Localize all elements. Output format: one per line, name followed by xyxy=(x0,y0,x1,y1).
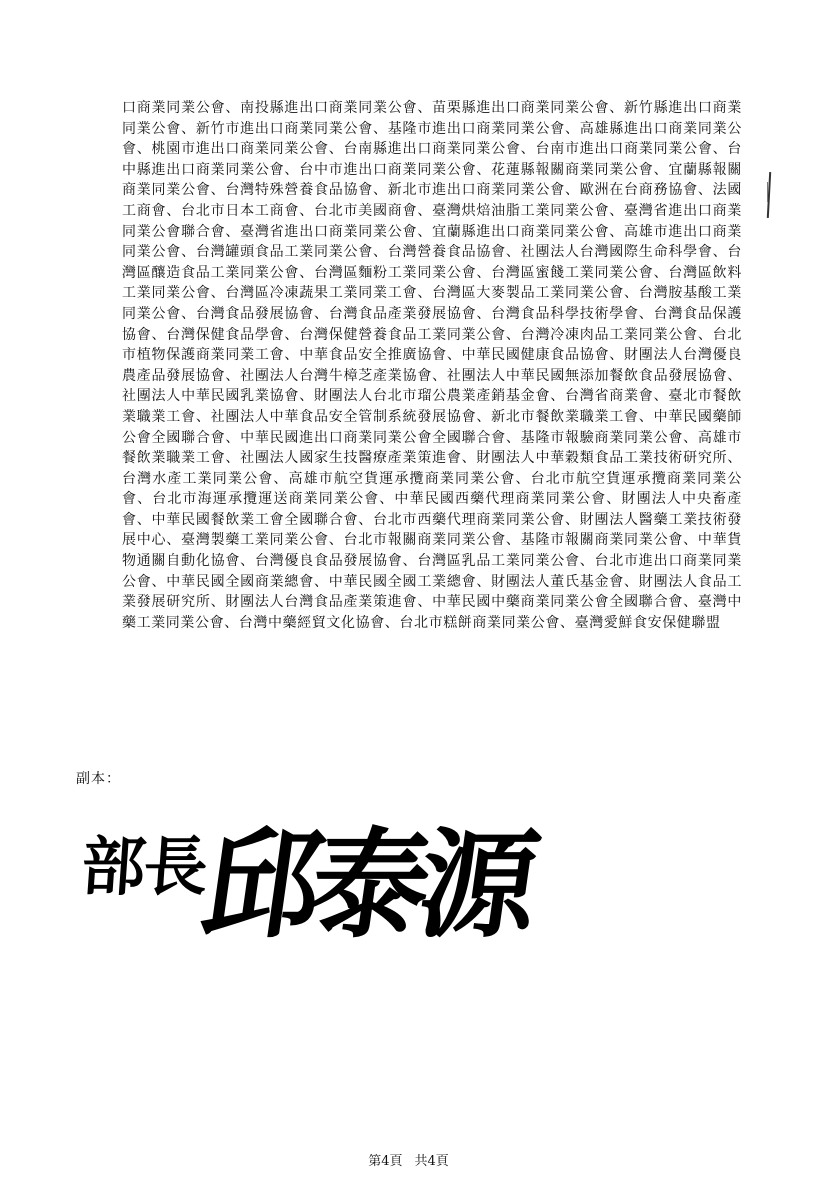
signature-name: 邱泰源 xyxy=(193,815,538,954)
cc-label: 副本： xyxy=(76,771,121,787)
page-number: 第4頁 xyxy=(368,1154,403,1169)
scan-artifact-2 xyxy=(767,182,768,202)
recipients-list: 口商業同業公會、南投縣進出口商業同業公會、苗栗縣進出口商業同業公會、新竹縣進出口商業同業公會、新竹市進出口商業同業公會、基隆市進出口商業同業公會、高雄縣進出口商業同業公會、桃園市進出口商業同業公會、台南縣進出口商業同業公會、台南市進出口商業同業公會、台中縣進出口商業同業公會、台中市進出口商業同業公會、花蓮縣報關商業同業公會、宜蘭縣報關商業同業公會、台灣特殊營養食品協會、新北市進出口商業同業公會、歐洲在台商務協會、法國工商會、台北市日本工商會、台北市美國商會、臺灣烘焙油脂工業同業公會、臺灣省進出口商業同業公會聯合會、臺灣省進出口商業同業公會、宜蘭縣進出口商業同業公會、高雄市進出口商業同業公會、台灣罐頭食品工業同業公會、台灣營養食品協會、社團法人台灣國際生命科學會、台灣區釀造食品工業同業公會、台灣區麵粉工業同業公會、台灣區蜜餞工業同業公會、台灣區飲料工業同業公會、台灣區冷凍蔬果工業同業工會、台灣區大麥製品工業同業公會、台灣胺基酸工業同業公會、台灣食品發展協會、台灣食品產業發展協會、台灣食品科學技術學會、台灣食品保護協會、台灣保健食品學會、台灣保健營養食品工業同業公會、台灣冷凍肉品工業同業公會、台北市植物保護商業同業工會、中華食品安全推廣協會、中華民國健康食品協會、財團法人台灣優良農產品發展協會、社團法人台灣牛樟芝產業協會、社團法人中華民國無添加餐飲食品發展協會、社團法人中華民國乳業協會、財團法人台北市瑠公農業產銷基金會、台灣省商業會、臺北市餐飲業職業工會、社團法人中華食品安全管制系統發展協會、新北市餐飲業職業工會、中華民國藥師公會全國聯合會、中華民國進出口商業同業公會全國聯合會、基隆市報驗商業同業公會、高雄市餐飲業職業工會、社團法人國家生技醫療產業策進會、財團法人中華穀類食品工業技術研究所、台灣水產工業同業公會、高雄市航空貨運承攬商業同業公會、台北市航空貨運承攬商業同業公會、台北市海運承攬運送商業同業公會、中華民國西藥代理商業同業公會、財團法人中央畜產會、中華民國餐飲業工會全國聯合會、台北市西藥代理商業同業公會、財團法人醫藥工業技術發展中心、臺灣製藥工業同業公會、台北市報關商業同業公會、基隆市報關商業同業公會、中華貨物通關自動化協會、台灣優良食品發展協會、台灣區乳品工業同業公會、台北市進出口商業同業公會、中華民國全國商業總會、中華民國全國工業總會、財團法人董氏基金會、財團法人食品工業發展研究所、財團法人台灣食品產業策進會、中華民國中藥商業同業公會全國聯合會、臺灣中藥工業同業公會、台灣中藥經貿文化協會、台北市糕餅商業同業公會、臺灣愛鮮食安保健聯盟 xyxy=(122,100,742,631)
signature-title: 部長 xyxy=(78,830,209,905)
page-footer xyxy=(0,1150,817,1169)
page-total: 共4頁 xyxy=(414,1154,449,1169)
